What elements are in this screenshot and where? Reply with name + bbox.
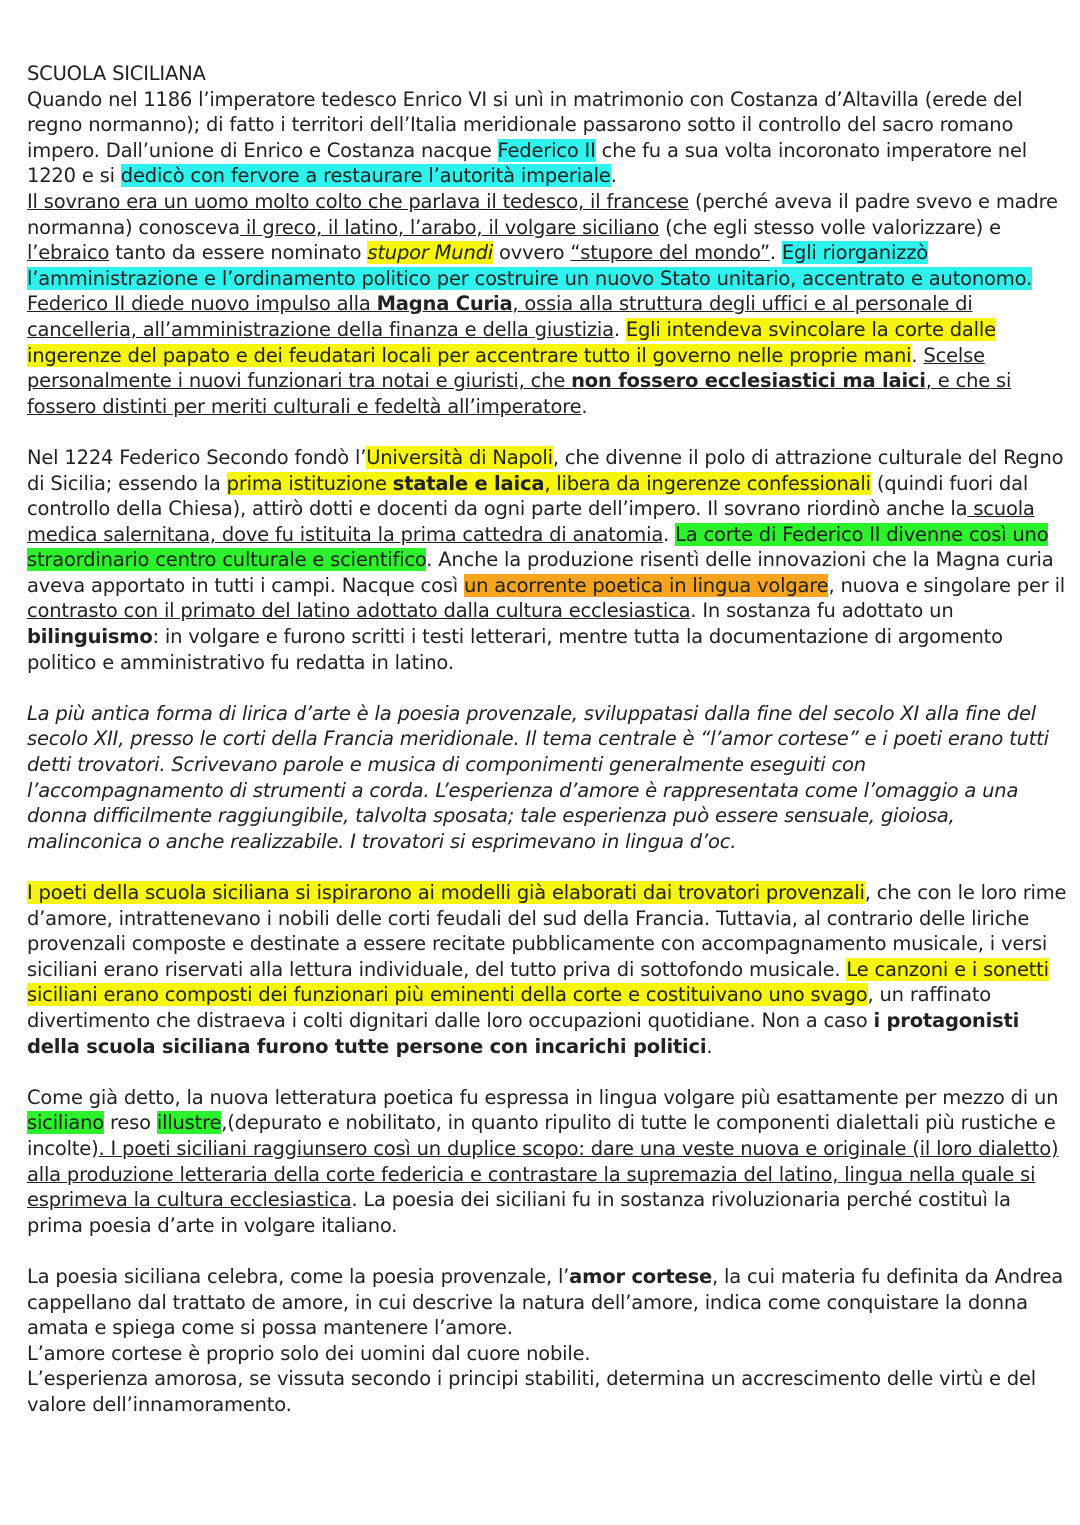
highlight-yellow: , libera da ingerenze confessionali — [544, 471, 871, 495]
text-run: . — [581, 394, 588, 418]
text-run: . — [613, 317, 626, 341]
highlight-green: siciliano — [27, 1111, 104, 1135]
paragraph-gap — [27, 675, 1067, 701]
text-run: . — [706, 1034, 713, 1058]
paragraph-siciliano-illustre — [27, 1085, 1067, 1239]
underlined-bold-text: non fossero ecclesiastici ma laici — [571, 369, 926, 393]
highlight-orange: un acorrente poetica in lingua volgare — [463, 573, 829, 597]
text-run: . La poesia dei siciliani fu in sostanza rivoluzionaria perché costituì la prima poesia d’arte in volgare italiano. — [27, 1188, 1011, 1237]
text-run: Quando nel 1186 l’imperatore tedesco Enrico VI si unì in matrimonio con Costanza d’Altavilla (erede del regno normanno); di fatto i territori dell’Italia meridionale passarono sotto il controllo del sacro romano impero. Dall’unione di Enrico e Costanza nacque — [27, 87, 1023, 162]
text-run: ,(depurato e nobilitato, in quanto ripulito di tutte le componenti dialettali più rustiche e incolte) — [27, 1111, 1056, 1160]
paragraph-poesia-provenzale: La più antica forma di lirica d’arte è la poesia provenzale, sviluppatasi dalla fine del secolo XI alla fine del secolo XII, presso le corti della Francia meridionale. Il tema centrale è “l’amor cortese” e i poeti erano tutti detti trovatori. Scrivevano parole e musica di componimenti generalmente eseguiti con l’accompagnamento di strumenti a corda. L’esperienza d’amore è rappresentata come l’omaggio a una donna difficilmente raggiungibile, talvolta sposata; tale esperienza può essere sensuale, gioiosa, malinconica o anche realizzabile. I trovatori si esprimevano in lingua d’oc. — [27, 701, 1049, 853]
text-run: . Anche la produzione risentì delle innovazioni che la Magna curia aveva apportato in tutti i campi. Nacque così — [27, 548, 1054, 597]
highlight-yellow: I poeti della scuola siciliana si ispirarono ai modelli già elaborati dai trovatori provenzali — [27, 881, 865, 904]
underlined-text: Scelse personalmente i nuovi funzionari tra notai e giuristi, che — [27, 343, 985, 393]
text-run: ovvero — [493, 241, 571, 265]
text-run: tanto da essere nominato — [109, 241, 368, 265]
underlined-text: Federico II diede nuovo impulso alla — [27, 292, 377, 316]
text-run: , nuova e singolare per il — [828, 573, 1066, 597]
underlined-bold-text: Magna Curia — [376, 292, 513, 316]
highlight-yellow: prima istituzione — [226, 471, 393, 495]
text-run: . — [911, 343, 924, 367]
text-run: Nel 1224 Federico Secondo fondò l’ — [27, 445, 367, 469]
text-run: , che con le loro rime d’amore, intrattenevano i nobili delle corti feudali del sud della Francia. Tuttavia, al contrario delle liriche provenzali composte e destinate a essere recitate pubblicamente con accompagnamento musicale, i versi siciliani erano riservati alla lettura individuale, del tutto priva di sottofondo musicale. — [27, 881, 1067, 981]
text-run: . — [663, 522, 676, 546]
text-run: che fu a sua volta incoronato imperatore nel 1220 e si — [27, 138, 1027, 188]
highlight-cyan: Federico II — [497, 138, 596, 162]
highlight-yellow: Egli intendeva svincolare la corte dalle ingerenze del papato e dei feudatari locali per accentrare tutto il governo nelle proprie mani — [27, 317, 996, 367]
paragraph-gap — [27, 1238, 1067, 1264]
text-run: . — [769, 241, 782, 265]
highlight-yellow-italic: stupor Mundi — [367, 241, 494, 265]
text-run: (che egli stesso volle valorizzare) e — [659, 215, 1001, 239]
underlined-text: il greco, il latino, l’arabo, il volgare siciliano — [239, 215, 660, 239]
text-run: : in volgare e furono scritti i testi letterari, mentre tutta la documentazione di argomento politico e amministrativo fu redatta in latino. — [27, 625, 1003, 674]
paragraph-enrico-costanza — [27, 87, 1067, 189]
bold-text: bilinguismo — [27, 625, 153, 649]
underlined-text: . I poeti siciliani raggiunsero così un duplice scopo: dare una veste nuova e originale (il loro dialetto) alla produzione letteraria della corte federicia e contrastare la supremazia del latino, lingua nella quale si esprimeva la cultura ecclesiastica — [27, 1136, 1059, 1212]
paragraph-gap — [27, 854, 1067, 880]
underlined-text: “stupore del mondo” — [570, 241, 770, 265]
underlined-text: l’ebraico — [27, 241, 110, 265]
document-page — [27, 61, 1067, 1417]
underlined-text: scuola medica salernitana, dove fu istituita la prima cattedra di anatomia — [27, 497, 1035, 546]
highlight-green: illustre — [156, 1111, 222, 1135]
text-run: , un raffinato divertimento che distraeva i colti dignitari dalle loro occupazioni quotidiane. Non a caso — [27, 983, 992, 1032]
paragraph-amor-cortese — [27, 1264, 1067, 1341]
text-run: . In sostanza fu adottato un — [690, 599, 954, 623]
underlined-text: , ossia alla struttura degli uffici e al personale di cancelleria, all’amministrazione della finanza e della giustizia — [27, 292, 973, 341]
paragraph-magna-curia — [27, 291, 1067, 419]
highlight-green: La corte di Federico II divenne così uno straordinario centro culturale e scientifico — [27, 522, 1049, 572]
document-title: SCUOLA SICILIANA — [27, 62, 206, 85]
text-run: , la cui materia fu definita da Andrea cappellano dal trattato de amore, in cui descrive la natura dell’amore, indica come conquistare la donna amata e spiega come si possa mantenere l’amore. — [27, 1264, 1064, 1340]
underlined-text: contrasto con il primato del latino adottato dalla cultura ecclesiastica — [27, 599, 691, 623]
text-run: Come già detto, la nuova letteratura poetica fu espressa in lingua volgare più esattamente per mezzo di un — [27, 1085, 1059, 1109]
text-run: . — [610, 164, 617, 188]
paragraph-universita — [27, 445, 1067, 675]
underlined-text: , e che si fossero distinti per meriti culturali e fedeltà all’imperatore — [27, 369, 1012, 418]
paragraph-esperienza-amorosa: L’esperienza amorosa, se vissuta secondo i principi stabiliti, determina un accrescimento delle virtù e del valore dell’innamoramento. — [27, 1367, 1036, 1416]
paragraph-gap — [27, 1059, 1067, 1085]
text-run: (perché aveva il padre svevo e madre normanna) conosceva — [27, 189, 1058, 239]
highlight-cyan: Egli riorganizzò l’amministrazione e l’ordinamento politico per costruire un nuovo Stato unitario, accentrato e autonomo. — [27, 241, 1032, 290]
bold-text: i protagonisti della scuola siciliana furono tutte persone con incarichi politici — [27, 1008, 1020, 1058]
highlight-yellow: Le canzoni e i sonetti siciliani erano composti dei funzionari più eminenti della corte e costituivano uno svago — [27, 957, 1049, 1007]
paragraph-cuore-nobile: L’amore cortese è proprio solo dei uomini dal cuore nobile. — [27, 1341, 591, 1365]
text-run: (quindi fuori dal controllo della Chiesa), attirò dotti e docenti da ogni parte dell’impero. Il sovrano riordinò anche la — [27, 471, 1029, 521]
text-run: reso — [104, 1111, 157, 1135]
underlined-text: Il sovrano era un uomo molto colto che parlava il tedesco, il francese — [27, 189, 689, 213]
highlight-cyan: dedicò con fervore a restaurare l’autorità imperiale — [120, 164, 611, 188]
paragraph-poeti-siciliani — [27, 880, 1067, 1059]
paragraph-sovrano — [27, 189, 1067, 291]
bold-text: amor cortese — [569, 1264, 713, 1288]
paragraph-gap — [27, 419, 1067, 445]
highlight-yellow: Università di Napoli — [366, 445, 553, 469]
highlight-yellow-bold: statale e laica — [392, 471, 545, 495]
text-run: , che divenne il polo di attrazione culturale del Regno di Sicilia; essendo la — [27, 445, 1064, 495]
text-run: La poesia siciliana celebra, come la poesia provenzale, l’ — [27, 1264, 570, 1288]
